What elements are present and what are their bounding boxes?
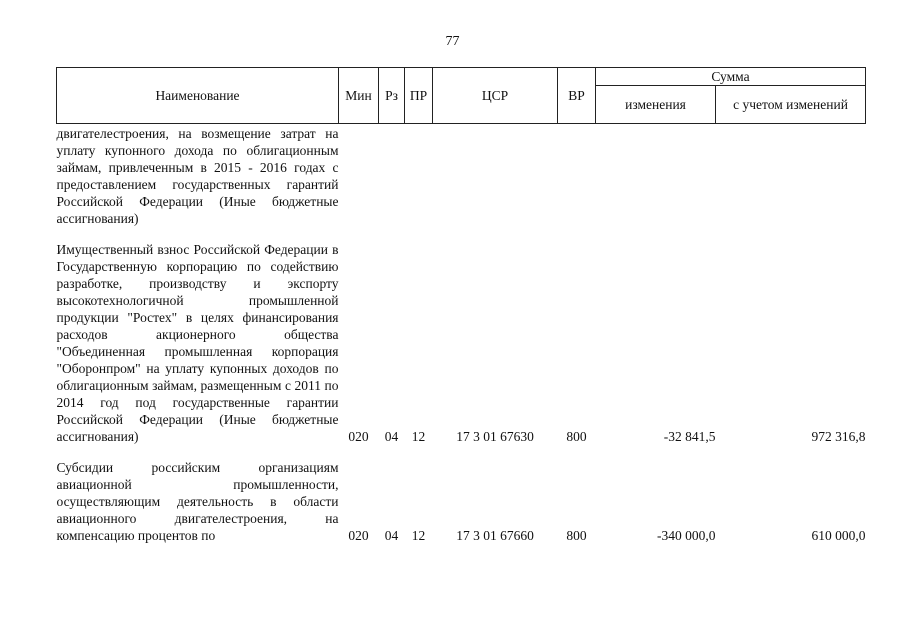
- row-pr: 12: [411, 528, 426, 543]
- budget-table: [56, 67, 866, 544]
- table-row: [57, 459, 866, 544]
- row-total: 610 000,0: [811, 528, 866, 543]
- header-name: Наименование: [57, 68, 339, 124]
- row-vr: [558, 124, 596, 228]
- row-csr: [433, 124, 558, 228]
- row-rz: 04: [384, 429, 399, 444]
- table-row: [57, 241, 866, 445]
- header-change: изменения: [596, 86, 716, 124]
- row-change: -340 000,0: [657, 528, 716, 543]
- row-change: [596, 124, 716, 228]
- row-pr: [405, 124, 433, 228]
- row-name: Имущественный взнос Российской Федерации в Государственную корпорацию по содействию разработке, производству и экспорту высокотехнологичной промышленной продукции "Ростех" в целях финансирования расходов акционерного общества "Объединенная промышленная корпорация "Оборонпром" на уплату купонных доходов по облигационным займам, размещенным с 2011 по 2014 год под государственные гарантии Российской Федерации (Иные бюджетные ассигнования): [56, 242, 339, 444]
- header-pr: ПР: [405, 68, 433, 124]
- row-vr: 800: [566, 429, 587, 444]
- page-number: 77: [445, 34, 460, 49]
- row-change: -32 841,5: [663, 429, 716, 444]
- row-min: 020: [348, 429, 369, 444]
- row-pr: 12: [411, 429, 426, 444]
- row-name: Субсидии российским организациям авиационной промышленности, осуществляющим деятельность в области авиационного двигателестроения, на компенсацию процентов по: [56, 460, 339, 543]
- row-csr: 17 3 01 67660: [456, 528, 534, 543]
- header-min: Мин: [339, 68, 379, 124]
- header-csr: ЦСР: [433, 68, 558, 124]
- header-with-change: с учетом изменений: [716, 86, 866, 124]
- header-sum: Сумма: [596, 68, 866, 86]
- header-vr: ВР: [558, 68, 596, 124]
- row-min: [339, 124, 379, 228]
- row-rz: [379, 124, 405, 228]
- header-rz: Рз: [379, 68, 405, 124]
- row-vr: 800: [566, 528, 587, 543]
- row-rz: 04: [384, 528, 399, 543]
- row-total: 972 316,8: [811, 429, 866, 444]
- row-name: двигателестроения, на возмещение затрат на уплату купонного дохода по облигационным займам, привлеченным в 2015 - 2016 годах с предоставлением государственных гарантий Российской Федерации (Иные бюджетные ассигнования): [56, 126, 339, 226]
- table-row: [57, 124, 866, 228]
- row-min: 020: [348, 528, 369, 543]
- row-csr: 17 3 01 67630: [456, 429, 534, 444]
- row-total: [716, 124, 866, 228]
